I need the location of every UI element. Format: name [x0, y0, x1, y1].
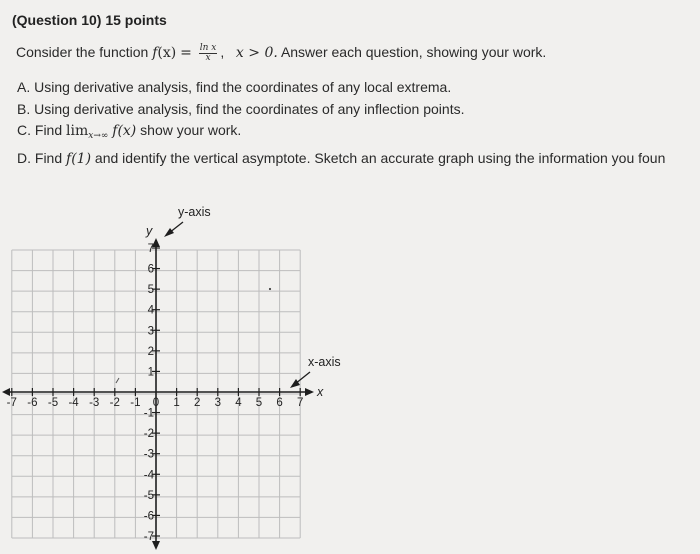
- x-tick-label: -7: [6, 397, 17, 409]
- domain-condition: x > 0.: [235, 45, 278, 62]
- equals-sign: =: [180, 45, 192, 62]
- prompt-lead: Consider the function: [16, 44, 149, 61]
- part-b: B. Using derivative analysis, find the coordinates of any inflection points.: [17, 100, 465, 117]
- x-tick-label: -4: [68, 397, 79, 409]
- part-a: A. Using derivative analysis, find the coordinates of any local extrema.: [17, 79, 452, 95]
- y-axis-title: y-axis: [178, 205, 211, 219]
- x-axis-arrow-left: [2, 388, 10, 396]
- x-tick-label: -5: [47, 397, 59, 409]
- x-tick-label: 7: [296, 397, 304, 409]
- y-axis-letter: y: [146, 224, 153, 238]
- y-tick-label: 7: [147, 243, 154, 255]
- prompt-tail: Answer each question, showing your work.: [280, 44, 547, 61]
- stray-mark: [116, 378, 119, 383]
- axes: [2, 222, 314, 550]
- x-tick-label: -6: [27, 397, 38, 409]
- y-tick-label: -5: [143, 489, 154, 502]
- y-tick-label: 6: [147, 263, 154, 276]
- y-tick-label: -4: [143, 469, 154, 482]
- comma: ,: [220, 44, 225, 61]
- y-tick-label: -7: [143, 531, 154, 543]
- x-tick-label: 5: [255, 397, 263, 409]
- function-arg: (x): [157, 45, 177, 62]
- part-d-suffix: and identify the vertical asymptote. Sketch an accurate graph using the information you foun: [94, 149, 666, 166]
- part-d-function: f(1): [66, 150, 92, 167]
- y-tick-label: 4: [147, 304, 154, 317]
- fraction-numerator: ln x: [199, 43, 217, 53]
- y-tick-label: -2: [143, 428, 154, 441]
- y-tick-label: 2: [147, 345, 154, 358]
- part-d-prefix: D. Find: [17, 149, 63, 166]
- y-tick-label: -1: [143, 407, 154, 420]
- y-tick-label: 5: [147, 284, 154, 297]
- limit-operator: lim: [66, 123, 89, 139]
- x-axis-title: x-axis: [308, 355, 341, 369]
- x-tick-label: -3: [89, 397, 100, 409]
- x-axis-pointer-head: [290, 379, 300, 388]
- y-tick-label: -6: [143, 510, 154, 523]
- y-tick-label: -3: [143, 448, 154, 461]
- x-tick-label: 0: [152, 397, 160, 409]
- part-c-function: f(x): [112, 123, 137, 139]
- part-c-prefix: C. Find: [17, 122, 63, 138]
- limit-subscript: x→∞: [88, 131, 109, 141]
- y-axis-pointer-head: [164, 228, 174, 237]
- x-axis-letter: x: [317, 385, 324, 399]
- x-axis-arrow-right: [305, 388, 314, 396]
- x-tick-label: -1: [130, 397, 141, 409]
- x-tick-label: 2: [193, 397, 201, 409]
- part-c-suffix: show your work.: [140, 122, 242, 138]
- y-tick-label: 3: [147, 325, 154, 338]
- y-tick-label: 1: [147, 366, 154, 379]
- stray-dot: [269, 288, 271, 290]
- fraction-denominator: x: [205, 53, 211, 63]
- x-tick-label: 4: [235, 397, 242, 409]
- x-tick-label: 1: [173, 397, 180, 409]
- x-tick-label: 3: [214, 397, 222, 409]
- x-tick-label: 6: [276, 397, 283, 409]
- question-title: (Question 10) 15 points: [12, 12, 167, 28]
- x-tick-label: -2: [109, 397, 120, 409]
- function-name: f: [152, 45, 158, 62]
